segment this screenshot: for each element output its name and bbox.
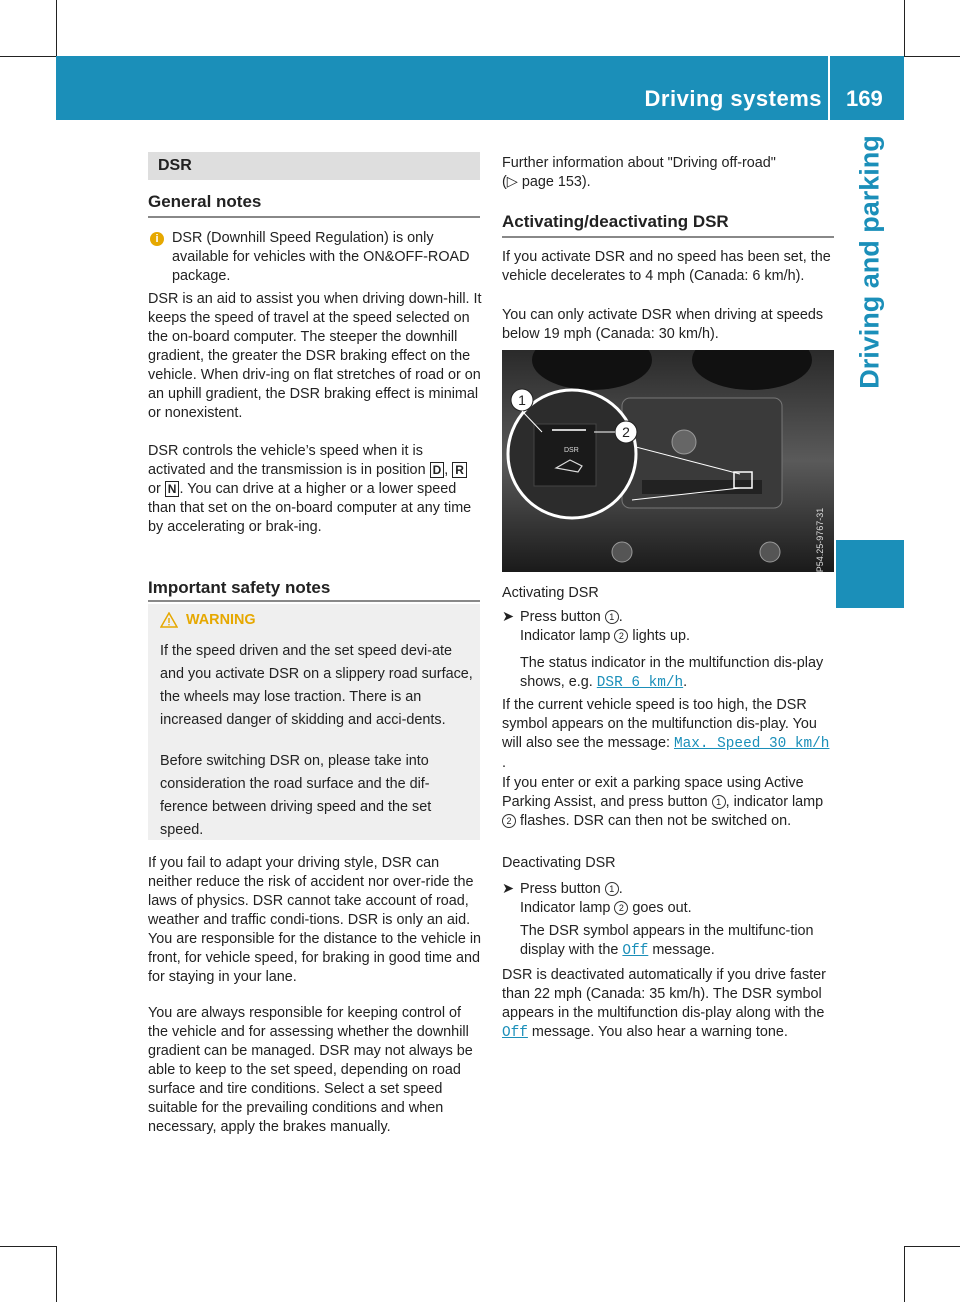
warning-triangle-icon xyxy=(160,612,178,628)
paragraph-text: indicator lamp xyxy=(733,794,824,810)
photo-code: P54.25-9767-31 xyxy=(815,507,825,573)
display-message: Off xyxy=(622,943,649,959)
callout-1: 1 xyxy=(518,392,526,408)
crop-mark xyxy=(904,0,905,56)
paragraph xyxy=(502,966,836,1043)
gear-d-symbol: D xyxy=(430,462,445,478)
step-arrow-icon: ➤ xyxy=(502,881,515,897)
side-tab-marker xyxy=(836,540,904,608)
gear-r-symbol: R xyxy=(452,462,467,478)
crop-mark xyxy=(0,56,56,57)
crop-mark xyxy=(56,0,57,56)
ref-callout-2: 2 xyxy=(502,814,516,828)
info-icon: i xyxy=(150,232,164,246)
step-text: Indicator lamp xyxy=(520,628,611,644)
step-text: message. xyxy=(652,942,715,958)
display-message: Max. Speed 30 km/h xyxy=(673,736,830,752)
general-notes-heading: General notes xyxy=(148,192,262,211)
heading-rule xyxy=(148,600,480,602)
paragraph: You can only activate DSR when driving at speeds below 19 mph (Canada: 30 km/h). xyxy=(502,307,824,342)
paragraph-text: DSR is deactivated automatically if you drive faster than 22 mph (Canada: 35 km/h). The DSR symbol appears in the multifunction dis-play along with the xyxy=(502,967,826,1021)
activating-heading: Activating/deactivating DSR xyxy=(502,212,729,231)
step-item: ➤ Press button 1 . Indicator lamp 2 lights up. xyxy=(502,609,690,644)
warning-text: Before switching DSR on, please take into consideration the road surface and the dif-ference between driving speed and the set speed. xyxy=(160,753,432,838)
crop-mark xyxy=(904,1246,960,1247)
paragraph: You are always responsible for keeping control of the vehicle and for assessing whether the downhill gradient can be managed. DSR may not always be able to keep to the set speed, depending on road surface and tire conditions. Select a set speed suitable for the prevailing conditions and when necessary, apply the brakes manually. xyxy=(148,1005,473,1135)
paragraph: If the current vehicle speed is too high, the DSR symbol appears on the multifunction dis-play. You will also see the message: Max. Speed 30 km/h . xyxy=(502,697,830,771)
paragraph-text: If you enter or exit a parking space using Active Parking Assist, and press button xyxy=(502,775,804,810)
dsr-button-photo xyxy=(502,350,834,572)
step-text: lights up. xyxy=(632,628,690,644)
display-message: Off xyxy=(502,1025,528,1041)
heading-rule xyxy=(502,236,834,238)
deactivating-label: Deactivating DSR xyxy=(502,855,616,871)
safety-heading: Important safety notes xyxy=(148,578,331,597)
paragraph-text: . You can drive at a higher or a lower speed than that set on the on-board computer at any time by accelerating or brak-ing. xyxy=(148,481,472,535)
step-text: The status indicator in the multifunction dis-play shows, e.g. xyxy=(520,655,824,690)
paragraph: If you fail to adapt your driving style, DSR can neither reduce the risk of accident nor over-ride the laws of physics. DSR cannot take account of road, weather and traffic condi-tions. DSR is only an aid. You are responsible for the distance to the vehicle in front, for vehicle speed, for braking in good time and for staying in your lane. xyxy=(148,855,482,985)
heading-rule xyxy=(148,216,480,218)
header-divider xyxy=(828,56,830,120)
section-title: DSR xyxy=(158,157,192,174)
step-text: goes out. xyxy=(632,900,692,916)
paragraph: DSR is an aid to assist you when driving down-hill. It keeps the speed of travel at the speed selected on the on-board computer. The steeper the downhill gradient, the greater the DSR braking effect on the vehicle. When driv-ing on flat stretches of road or on an uphill gradient, the DSR braking effect is minimal or nonexistent. xyxy=(148,291,482,421)
ref-callout-1: 1 xyxy=(605,882,619,896)
further-info-text: Further information about "Driving off-road" xyxy=(502,155,776,171)
gear-n-symbol: N xyxy=(165,481,180,497)
ref-callout-2: 2 xyxy=(614,629,628,643)
crop-mark xyxy=(904,1246,905,1302)
step-text: Press button xyxy=(520,881,601,897)
paragraph-text: flashes. DSR can then not be switched on. xyxy=(520,813,792,829)
ref-callout-2: 2 xyxy=(614,901,628,915)
display-message: DSR 6 km/h xyxy=(596,675,684,691)
activating-label: Activating DSR xyxy=(502,585,599,601)
info-note: DSR (Downhill Speed Regulation) is only available for vehicles with the ON&OFF-ROAD package. xyxy=(172,230,470,284)
step-text: The DSR symbol appears in the multifunc-tion display with the xyxy=(520,923,814,958)
paragraph-text: message. You also hear a warning tone. xyxy=(531,1024,788,1040)
step-arrow-icon: ➤ xyxy=(502,609,515,625)
step-text: Press button xyxy=(520,609,601,625)
ref-callout-1: 1 xyxy=(605,610,619,624)
step-item: ➤ Press button 1 . Indicator lamp 2 goes out. xyxy=(502,881,692,916)
warning-title: WARNING xyxy=(186,612,256,628)
paragraph: If you enter or exit a parking space using Active Parking Assist, and press button 1 , indicator lamp 2 flashes. DSR can then not be switched on. xyxy=(502,775,824,829)
section-title-box xyxy=(148,152,480,180)
chapter-title: Driving systems xyxy=(644,86,822,111)
paragraph: DSR controls the vehicle’s speed when it is activated and the transmission is in position D , R or N . You can drive at a higher or a lower speed than that set on the on-board computer at any time by accelerating or brak-ing. xyxy=(148,443,472,535)
paragraph: If you activate DSR and no speed has been set, the vehicle decelerates to 4 mph (Canada: 6 km/h). xyxy=(502,249,831,284)
paragraph-text: DSR controls the vehicle’s speed when it is activated and the transmission is in position xyxy=(148,443,426,478)
warning-text: If the speed driven and the set speed devi-ate and you activate DSR on a slippery road surface, the wheels may lose traction. There is an increased danger of skidding and acci-dents. xyxy=(160,643,473,728)
page-number: 169 xyxy=(846,86,883,111)
callout-2: 2 xyxy=(622,424,630,440)
step-detail: The status indicator in the multifunction dis-play shows, e.g. DSR 6 km/h. xyxy=(520,655,824,691)
crop-mark xyxy=(0,1246,56,1247)
ref-callout-1: 1 xyxy=(712,795,726,809)
crop-mark xyxy=(904,56,960,57)
page-reference-link[interactable]: (▷ page 153). xyxy=(502,174,591,190)
crop-mark xyxy=(56,1246,57,1302)
further-info xyxy=(502,154,832,192)
paragraph-text: If the current vehicle speed is too high, the DSR symbol appears on the multifunction dis-play. You will also see the message: xyxy=(502,697,817,751)
step-detail xyxy=(520,922,836,961)
step-text: Indicator lamp xyxy=(520,900,611,916)
side-tab-label: Driving and parking xyxy=(854,135,885,389)
photo-dsr-label: DSR xyxy=(564,447,579,454)
